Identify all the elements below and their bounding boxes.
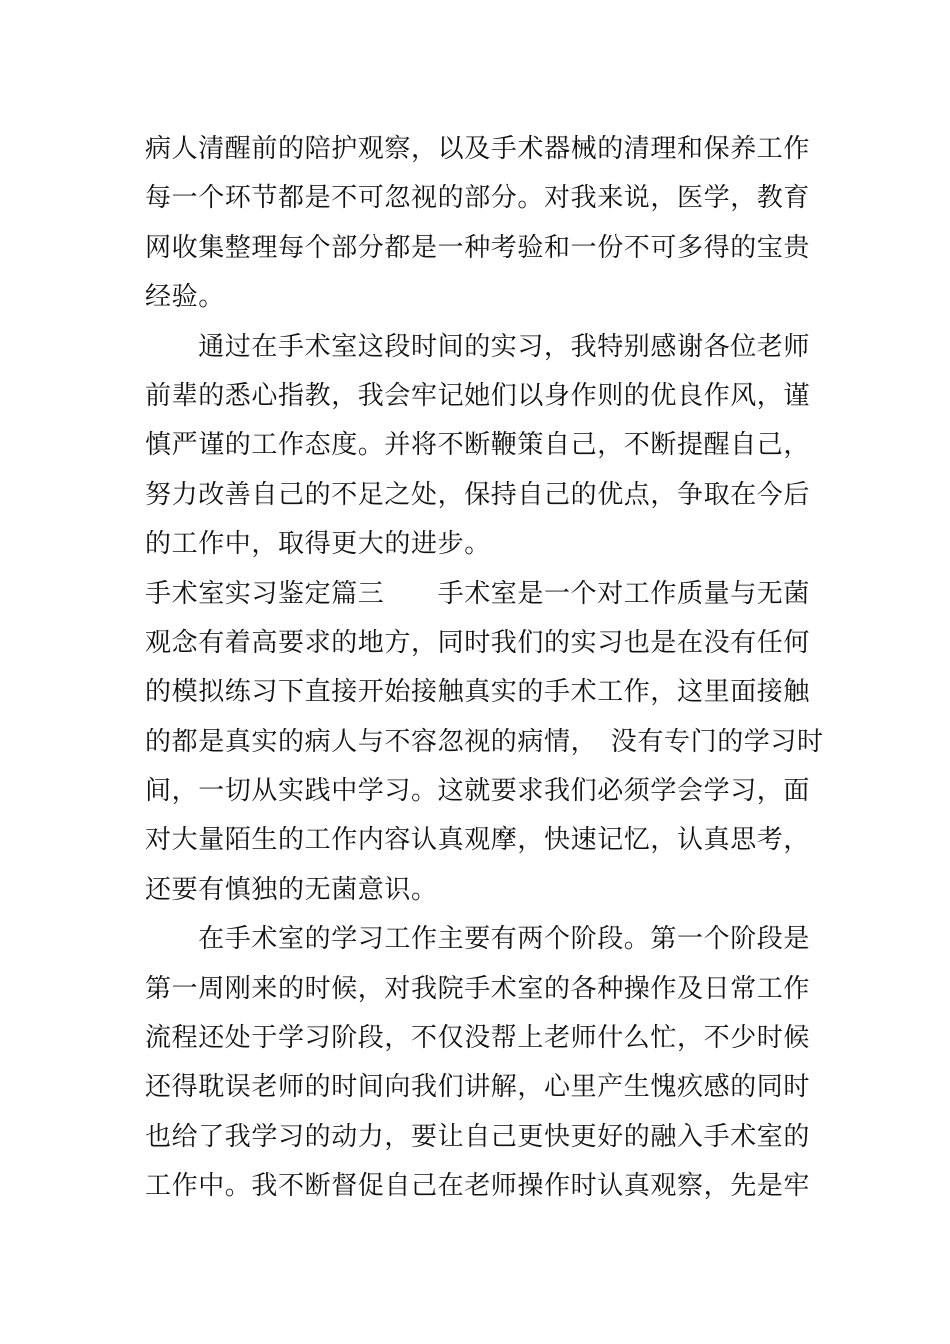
text-line: 网收集整理每个部分都是一种考验和一份不可多得的宝贵 (145, 232, 811, 263)
text-line: 第一周刚来的时候，对我院手术室的各种操作及日常工作 (145, 973, 811, 1004)
text-line: 在手术室的学习工作主要有两个阶段。第一个阶段是 (145, 924, 811, 955)
text-line: 通过在手术室这段时间的实习，我特别感谢各位老师 (145, 331, 811, 362)
text-line: 每一个环节都是不可忽视的部分。对我来说，医学，教育 (145, 183, 811, 214)
text-line: 观念有着高要求的地方，同时我们的实习也是在没有任何 (145, 627, 811, 658)
text-line: 慎严谨的工作态度。并将不断鞭策自己，不断提醒自己， (145, 430, 811, 461)
document-page (145, 125, 824, 1212)
text-line: 的都是真实的病人与不容忽视的病情， 没有专门的学习时 (145, 726, 824, 757)
section-heading-line: 手术室实习鉴定篇三 手术室是一个对工作质量与无菌 (145, 578, 811, 609)
text-line: 的工作中，取得更大的进步。 (145, 529, 491, 560)
text-line: 病人清醒前的陪护观察，以及手术器械的清理和保养工作 (145, 134, 811, 164)
text-line: 对大量陌生的工作内容认真观摩，快速记忆，认真思考， (145, 825, 811, 856)
text-line: 还要有慎独的无菌意识。 (145, 874, 438, 905)
text-line: 工作中。我不断督促自己在老师操作时认真观察，先是牢 (145, 1171, 811, 1202)
text-line: 经验。 (145, 282, 225, 313)
text-line: 还得耽误老师的时间向我们讲解，心里产生愧疚感的同时 (145, 1072, 811, 1103)
text-line: 间，一切从实践中学习。这就要求我们必须学会学习，面 (145, 776, 811, 807)
text-line: 流程还处于学习阶段，不仅没帮上老师什么忙，不少时候 (145, 1023, 811, 1054)
text-line: 的模拟练习下直接开始接触真实的手术工作，这里面接触 (145, 677, 811, 708)
text-line: 前辈的悉心指教，我会牢记她们以身作则的优良作风，谨 (145, 380, 811, 411)
text-line: 努力改善自己的不足之处，保持自己的优点，争取在今后 (145, 479, 811, 510)
text-line: 也给了我学习的动力，要让自己更快更好的融入手术室的 (145, 1121, 811, 1152)
